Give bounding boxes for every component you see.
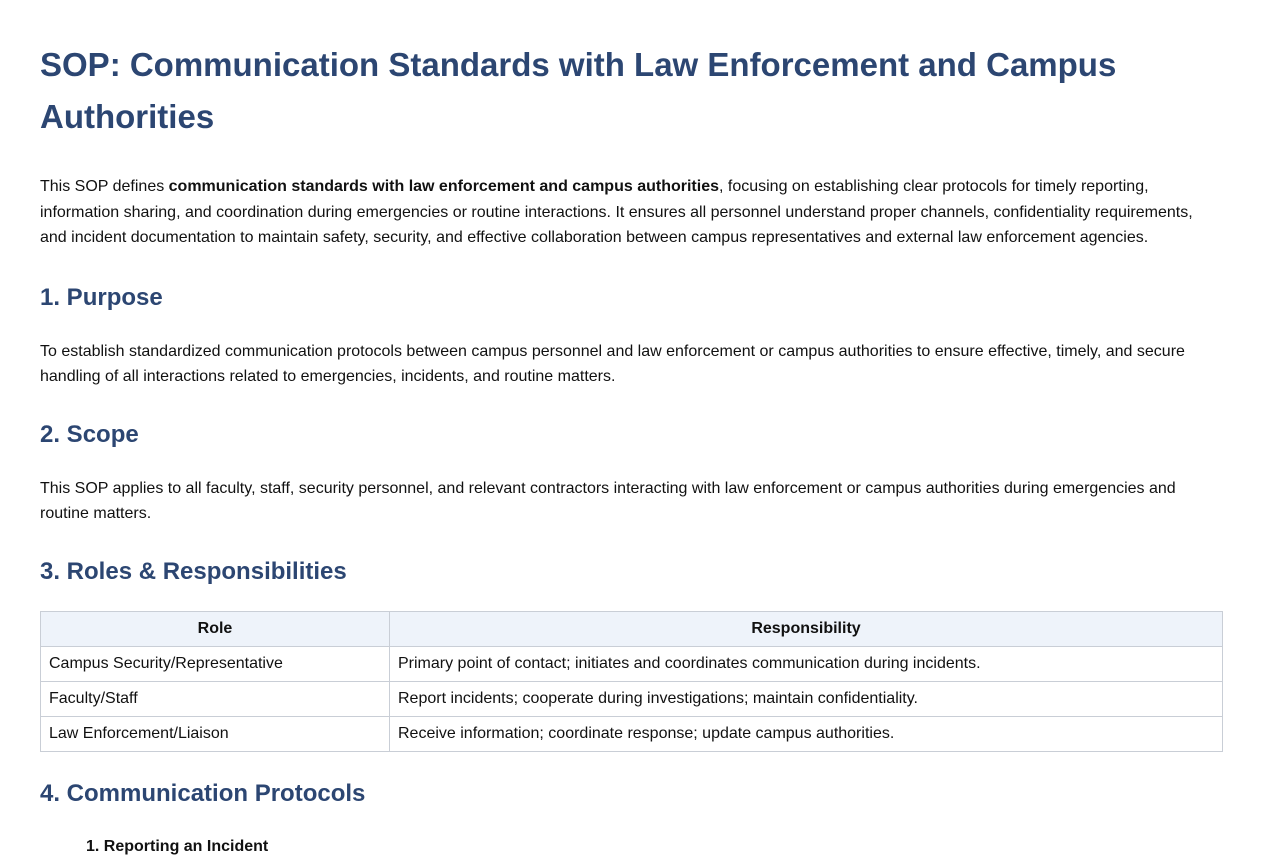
table-row xyxy=(41,646,1223,681)
intro-bold-phrase: communication standards with law enforcement and campus authorities xyxy=(168,178,719,195)
intro-paragraph xyxy=(40,174,1223,251)
responsibility-cell: Receive information; coordinate response; update campus authorities. xyxy=(390,716,1223,751)
roles-table xyxy=(40,611,1223,752)
intro-text-end: , focusing on establishing clear protocols for timely reporting, information sharing, and coordination during emergencies or routine interactions. It ensures all personnel understand proper channels, confidentiality requirements, and incident documentation to maintain safety, security, and effective collaboration between campus representatives and external law enforcement agencies. xyxy=(40,178,1193,246)
purpose-text: To establish standardized communication protocols between campus personnel and law enforcement or campus authorities to ensure effective, timely, and secure handling of all interactions related to emergencies, incidents, and routine matters. xyxy=(40,342,1185,385)
responsibility-cell: Primary point of contact; initiates and coordinates communication during incidents. xyxy=(390,646,1223,681)
role-cell: Law Enforcement/Liaison xyxy=(41,716,390,751)
scope-text: This SOP applies to all faculty, staff, security personnel, and relevant contractors interacting with law enforcement or campus authorities during emergencies and routine matters. xyxy=(40,479,1176,522)
column-header-responsibility: Responsibility xyxy=(390,611,1223,646)
table-header-row xyxy=(41,611,1223,646)
role-cell: Faculty/Staff xyxy=(41,681,390,716)
responsibility-cell: Report incidents; cooperate during investigations; maintain confidentiality. xyxy=(390,681,1223,716)
roles-heading: 3. Roles & Responsibilities xyxy=(40,557,347,585)
protocols-heading: 4. Communication Protocols xyxy=(40,779,366,807)
document-title: SOP: Communication Standards with Law Enforcement and Campus Authorities xyxy=(40,46,1117,135)
intro-text-start: This SOP defines xyxy=(40,178,169,195)
role-cell: Campus Security/Representative xyxy=(41,646,390,681)
scope-heading: 2. Scope xyxy=(40,420,139,448)
table-row xyxy=(41,681,1223,716)
table-row xyxy=(41,716,1223,751)
column-header-role: Role xyxy=(41,611,390,646)
purpose-heading: 1. Purpose xyxy=(40,283,163,311)
protocols-first-item: 1. Reporting an Incident xyxy=(86,837,269,855)
